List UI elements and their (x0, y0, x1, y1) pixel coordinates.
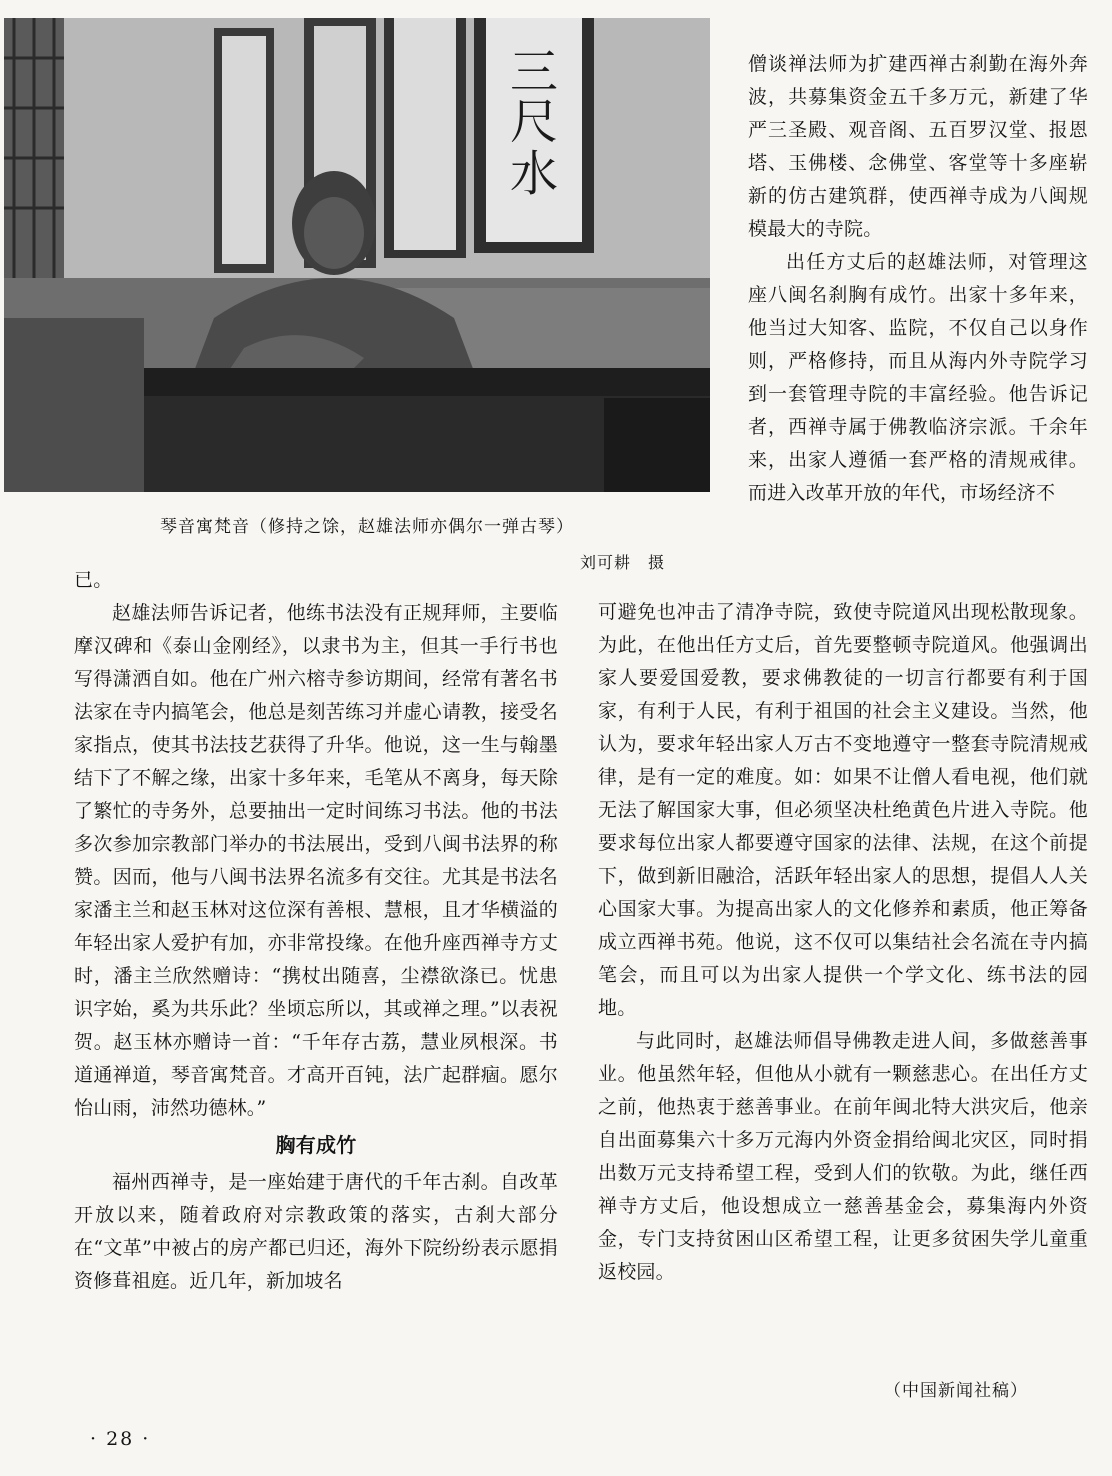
left-column (74, 564, 558, 1298)
calligraphy-char: 水 (509, 146, 559, 202)
right-column-top (748, 48, 1088, 510)
paragraph: 福州西禅寺，是一座始建于唐代的千年古刹。自改革开放以来，随着政府对宗教政策的落实，古刹大部分在“文革”中被占的房产都已归还，海外下院纷纷表示愿捐资修葺祖庭。近几年，新加坡名 (74, 1171, 558, 1292)
paragraph: 与此同时，赵雄法师倡导佛教走进人间，多做慈善事业。他虽然年轻，但他从小就有一颗慈悲心。在出任方丈之前，他热衷于慈善事业。在前年闽北特大洪灾后，他亲自出面募集六十多万元海内外资金捐给闽北灾区，同时捐出数万元支持希望工程，受到人们的钦敬。为此，继任西禅寺方丈后，他设想成立一慈善基金会，募集海内外资金，专门支持贫困山区希望工程，让更多贫困失学儿童重返校园。 (598, 1030, 1088, 1283)
page-number: · 28 · (90, 1428, 151, 1450)
paragraph: 僧谈禅法师为扩建西禅古刹勤在海外奔波，共募集资金五千多万元，新建了华严三圣殿、观音阁、五百罗汉堂、报恩塔、玉佛楼、念佛堂、客堂等十多座崭新的仿古建筑群，使西禅寺成为八闽规模最大的寺院。 (748, 53, 1088, 240)
paragraph: 可避免也冲击了清净寺院，致使寺院道风出现松散现象。为此，在他出任方丈后，首先要整顿寺院道风。他强调出家人要爱国爱教，要求佛教徒的一切言行都要有利于国家，有利于人民，有利于祖国的社会主义建设。当然，他认为，要求年轻出家人万古不变地遵守一整套寺院清规戒律，是有一定的难度。如：如果不让僧人看电视，他们就无法了解国家大事，但必须坚决杜绝黄色片进入寺院。他要求每位出家人都要遵守国家的法律、法规，在这个前提下，做到新旧融洽，活跃年轻出家人的思想，提倡人人关心国家大事。为提高出家人的文化修养和素质，他正筹备成立西禅书苑。他说，这不仅可以集结社会名流在寺内搞笔会，而且可以为出家人提供一个学文化、练书法的园地。 (598, 601, 1088, 1019)
calligraphy-char: 尺 (509, 94, 559, 150)
paragraph: 赵雄法师告诉记者，他练书法没有正规拜师，主要临摩汉碑和《泰山金刚经》，以隶书为主，但其一手行书也写得潇洒自如。他在广州六榕寺参访期间，经常有著名书法家在寺内搞笔会，他总是刻苦练习并虚心请教，接受名家指点，使其书法技艺获得了升华。他说，这一生与翰墨结下了不解之缘，出家十多年来，毛笔从不离身，每天除了繁忙的寺务外，总要抽出一定时间练习书法。他的书法多次参加宗教部门举办的书法展出，受到八闽书法界的称赞。因而，他与八闽书法界名流多有交往。尤其是书法名家潘主兰和赵玉林对这位深有善根、慧根，且才华横溢的年轻出家人爱护有加，亦非常投缘。在他升座西禅寺方丈时，潘主兰欣然赠诗：“携杖出随喜，尘襟欲涤已。忧患识字始，奚为共乐此？坐顷忘所以，其或禅之理。”以表祝贺。赵玉林亦赠诗一首：“千年存古荔，慧业夙根深。书道通禅道，琴音寓梵音。才高开百钝，法广起群痼。愿尔怡山雨，沛然功德林。” (74, 602, 558, 1119)
right-column-bottom (598, 596, 1088, 1289)
article-photo (4, 18, 710, 492)
section-heading: 胸有成竹 (275, 1133, 357, 1157)
paragraph: 出任方丈后的赵雄法师，对管理这座八闽名刹胸有成竹。出家十多年来，他当过大知客、监院，不仅自己以身作则，严格修持，而且从海内外寺院学习到一套管理寺院的丰富经验。他告诉记者，西禅寺属于佛教临济宗派。千余年来，出家人遵循一套严格的清规戒律。而进入改革开放的年代，市场经济不 (748, 251, 1088, 504)
calligraphy-char: 三 (509, 44, 559, 100)
photo-caption: 琴音寓梵音（修持之馀，赵雄法师亦偶尔一弹古琴） (160, 517, 574, 537)
article-source: （中国新闻社稿） (884, 1381, 1028, 1401)
photo-credit: 刘可耕 摄 (580, 553, 666, 572)
photo-scene (4, 18, 710, 492)
paragraph: 已。 (74, 569, 113, 591)
